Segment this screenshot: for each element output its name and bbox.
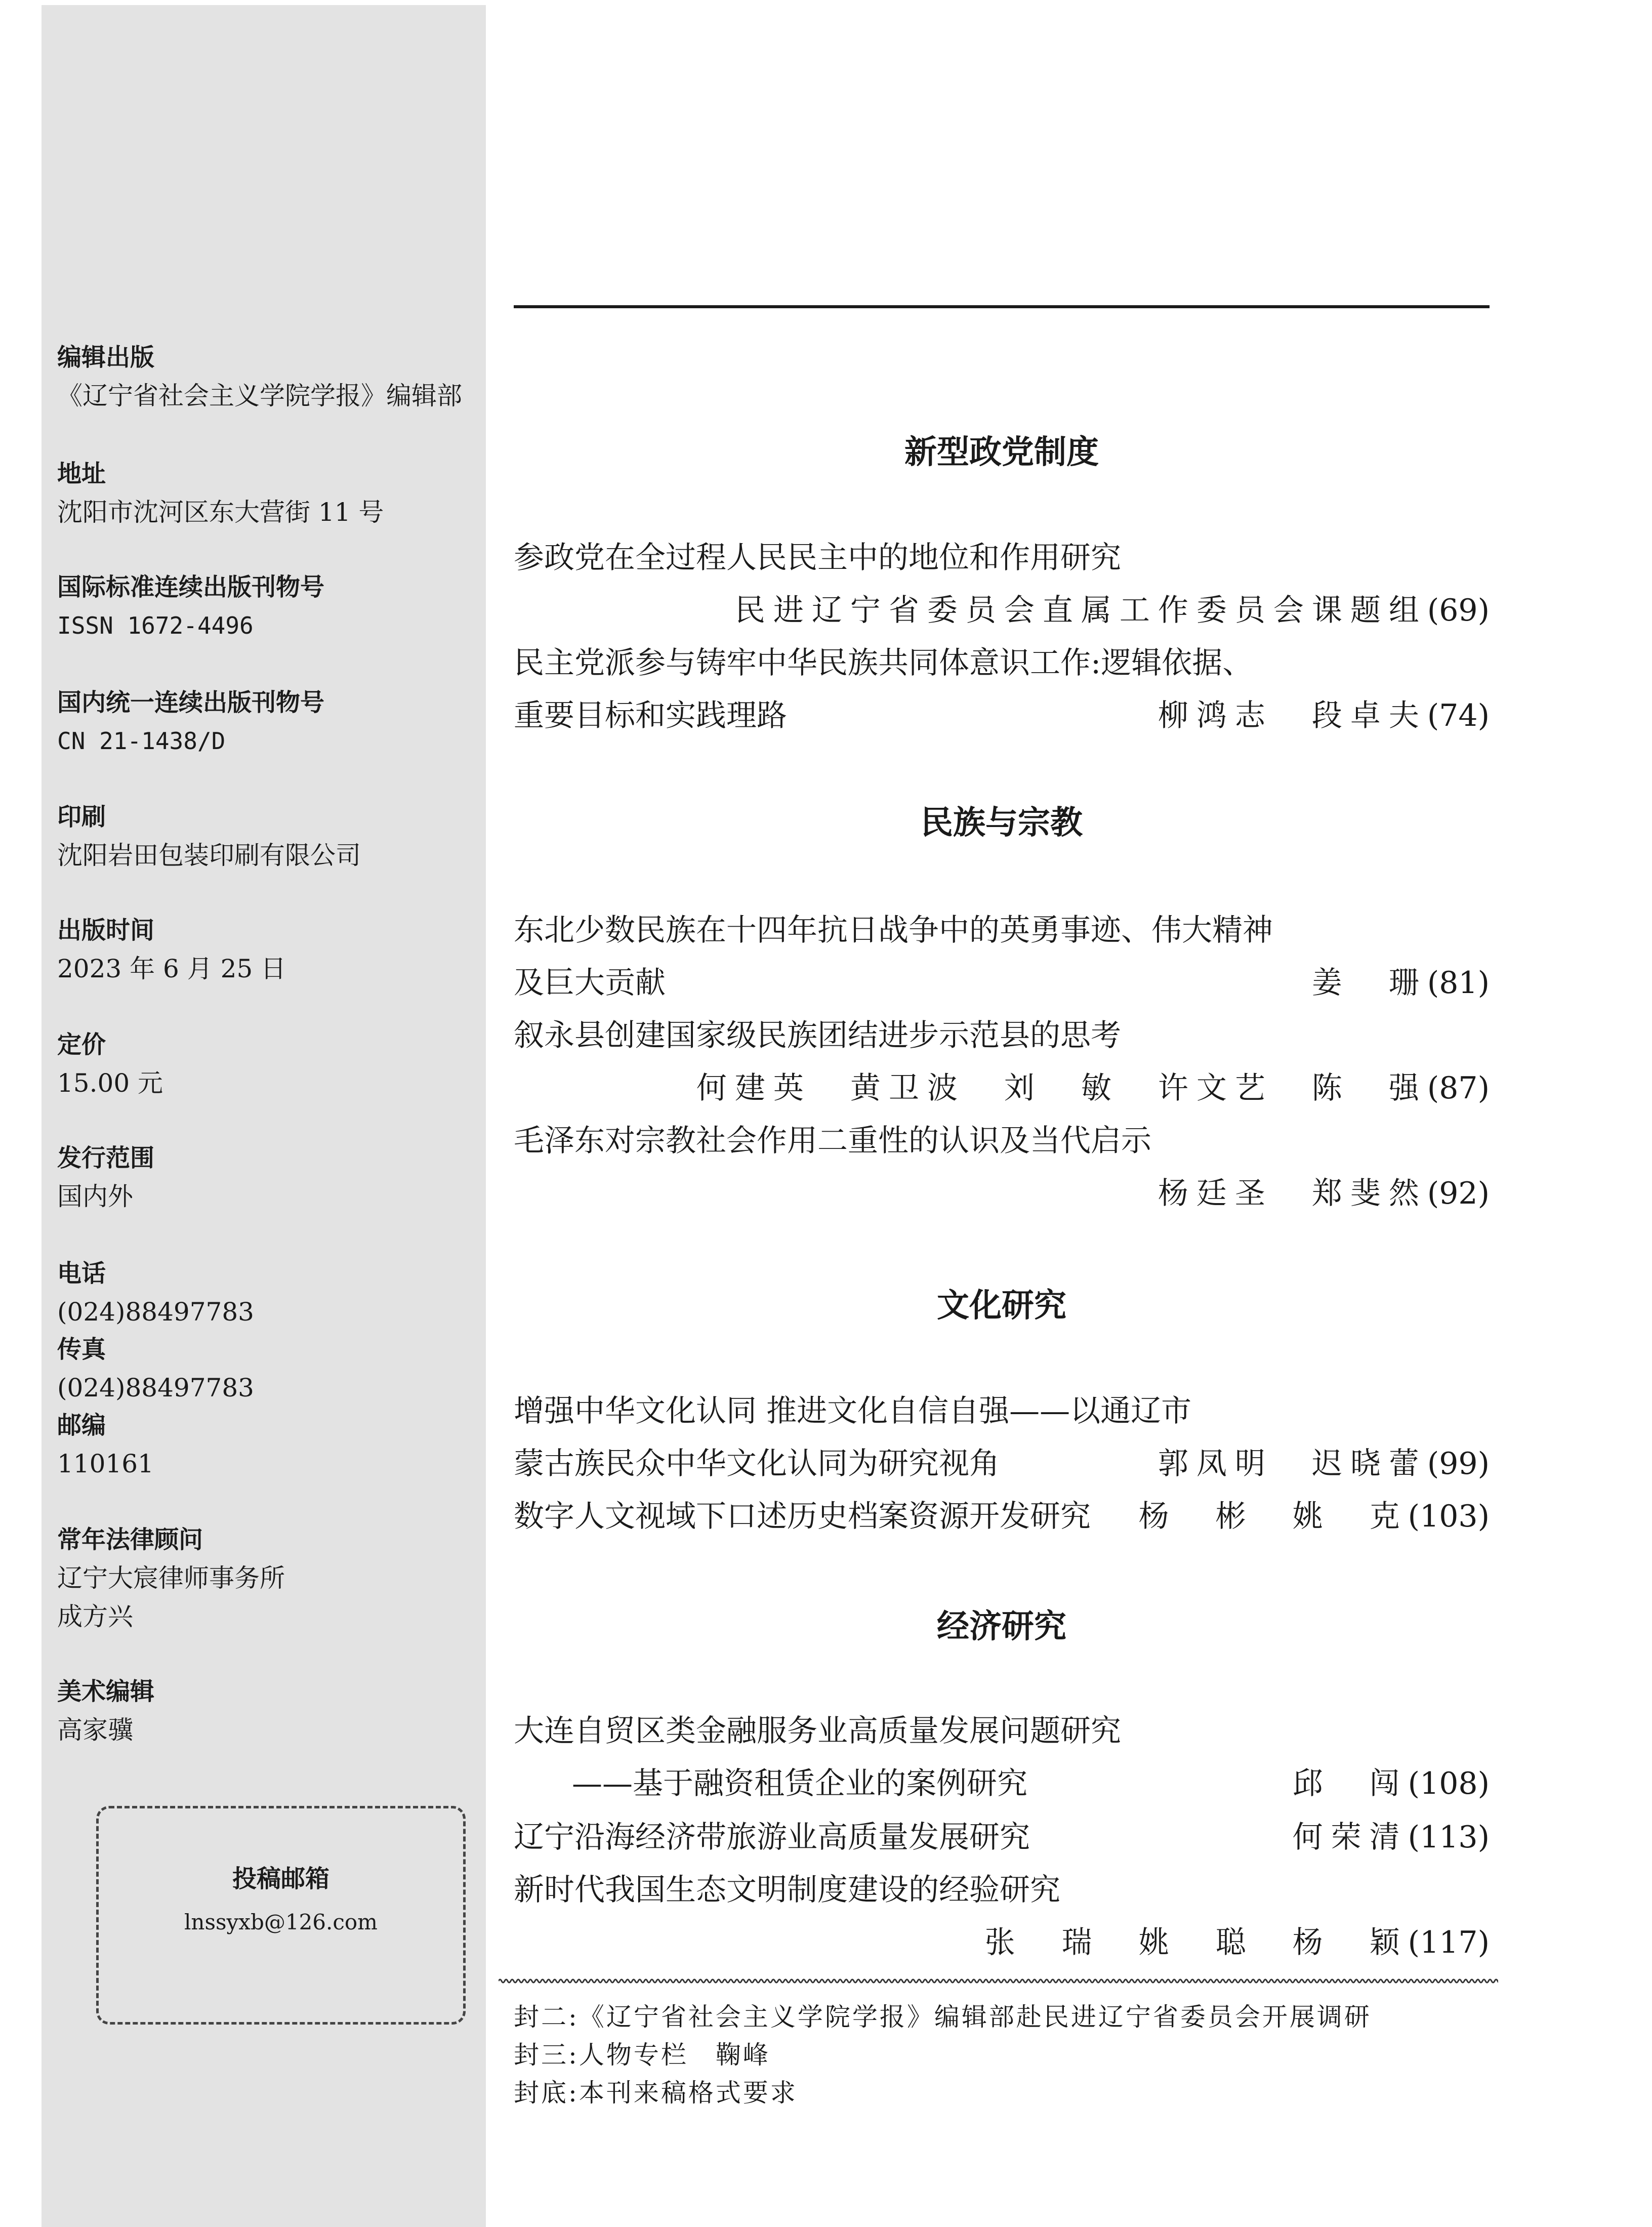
article-title: 新时代我国生态文明制度建设的经验研究	[514, 1872, 1060, 1908]
info-value: 110161	[57, 1449, 154, 1478]
article-title-cont: 及巨大贡献	[514, 965, 666, 1001]
section-title: 新型政党制度	[904, 434, 1099, 471]
article-byline	[1293, 1817, 1490, 1858]
info-label: 国内统一连续出版刊物号	[57, 688, 325, 717]
article-authors: 何建英 黄卫波 刘 敏 许文艺 陈 强	[696, 1070, 1427, 1106]
info-distribution	[57, 1139, 154, 1216]
info-label: 编辑出版	[57, 343, 155, 372]
article-title: 毛泽东对宗教社会作用二重性的认识及当代启示	[514, 1123, 1151, 1159]
info-label: 印刷	[57, 803, 106, 831]
article-authors: 民进辽宁省委员会直属工作委员会课题组	[734, 593, 1427, 628]
info-art-editor	[57, 1672, 154, 1749]
info-value: CN 21-1438/D	[57, 727, 226, 755]
article-title: 叙永县创建国家级民族团结进步示范县的思考	[514, 1018, 1121, 1053]
info-value: 《辽宁省社会主义学院学报》编辑部	[57, 381, 462, 410]
article-byline	[1158, 1173, 1490, 1214]
cover-note: 封底:本刊来稿格式要求	[514, 2078, 798, 2108]
article-byline	[1293, 1763, 1490, 1804]
article-page: (92)	[1427, 1176, 1490, 1211]
article-byline	[735, 590, 1490, 631]
article-byline	[1158, 695, 1490, 736]
article-title: 大连自贸区类金融服务业高质量发展问题研究	[514, 1713, 1121, 1749]
info-label: 常年法律顾问	[57, 1525, 203, 1554]
article-page: (81)	[1427, 965, 1490, 1001]
article-title-cont: 重要目标和实践理路	[514, 698, 787, 733]
info-label: 美术编辑	[57, 1677, 155, 1706]
article-title: 数字人文视域下口述历史档案资源开发研究	[514, 1499, 1091, 1534]
info-issn	[57, 568, 324, 645]
article-page: (99)	[1427, 1446, 1490, 1481]
article-page: (87)	[1427, 1070, 1490, 1106]
info-editor-publisher	[57, 338, 462, 415]
info-value: ISSN 1672-4496	[57, 612, 254, 639]
info-cn	[57, 683, 324, 760]
info-value: 成方兴	[57, 1602, 133, 1631]
cover-note: 封三:人物专栏 鞠峰	[514, 2040, 770, 2070]
section-title: 经济研究	[937, 1608, 1066, 1645]
article-authors: 邱 闯	[1292, 1766, 1408, 1801]
info-value: (024)88497783	[57, 1297, 254, 1327]
section-title: 文化研究	[937, 1287, 1066, 1325]
article-page: (108)	[1408, 1766, 1490, 1801]
info-label: 发行范围	[57, 1144, 155, 1172]
submission-mailbox-box	[96, 1806, 466, 2025]
info-label: 地址	[57, 460, 106, 488]
info-postcode	[57, 1406, 154, 1483]
article-title-cont: 蒙古族民众中华文化认同为研究视角	[514, 1446, 1000, 1481]
info-value: 2023 年 6 月 25 日	[57, 954, 286, 983]
wavy-divider	[499, 1976, 1498, 1986]
article-title: 辽宁沿海经济带旅游业高质量发展研究	[514, 1820, 1030, 1855]
mailbox-title: 投稿邮箱	[232, 1865, 329, 1893]
article-authors: 张 瑞 姚 聪 杨 颖	[984, 1925, 1408, 1960]
info-value: (024)88497783	[57, 1373, 254, 1403]
info-legal-counsel	[57, 1520, 285, 1636]
section-title: 民族与宗教	[921, 804, 1083, 842]
info-label: 传真	[57, 1335, 106, 1364]
info-value: 15.00 元	[57, 1068, 163, 1098]
info-label: 电话	[57, 1259, 106, 1288]
article-page: (113)	[1408, 1820, 1490, 1855]
article-page: (117)	[1408, 1925, 1490, 1960]
article-byline	[1312, 963, 1490, 1003]
info-phone	[57, 1254, 254, 1331]
info-value: 辽宁大宸律师事务所	[57, 1563, 285, 1593]
info-value: 国内外	[57, 1182, 133, 1211]
info-label: 邮编	[57, 1411, 106, 1439]
info-value: 沈阳岩田包装印刷有限公司	[57, 841, 361, 870]
cover-note: 封二:《辽宁省社会主义学院学报》编辑部赴民进辽宁省委员会开展调研	[514, 2002, 1372, 2032]
info-address	[57, 455, 384, 531]
header-rule	[514, 305, 1490, 308]
article-byline	[1139, 1496, 1490, 1537]
article-authors: 郭凤明 迟晓蕾	[1158, 1446, 1427, 1481]
article-authors: 杨 彬 姚 克	[1138, 1499, 1408, 1534]
info-label: 国际标准连续出版刊物号	[57, 573, 325, 601]
mailbox-email: lnssyxb@126.com	[184, 1910, 378, 1934]
info-price	[57, 1025, 163, 1102]
article-title: 东北少数民族在十四年抗日战争中的英勇事迹、伟大精神	[514, 913, 1273, 948]
article-authors: 何荣清	[1292, 1820, 1408, 1855]
article-authors: 姜 珊	[1311, 965, 1427, 1001]
article-byline	[1158, 1444, 1490, 1484]
article-byline	[696, 1068, 1490, 1108]
info-printer	[57, 798, 361, 875]
info-publish-date	[57, 911, 286, 988]
info-label: 定价	[57, 1030, 106, 1059]
article-title: 参政党在全过程人民民主中的地位和作用研究	[514, 540, 1121, 575]
article-authors: 杨廷圣 郑斐然	[1158, 1176, 1427, 1211]
info-value: 高家骥	[57, 1715, 133, 1745]
info-value: 沈阳市沈河区东大营街 11 号	[57, 498, 384, 527]
article-page: (103)	[1408, 1499, 1490, 1534]
article-page: (74)	[1427, 698, 1490, 733]
article-authors: 柳鸿志 段卓夫	[1158, 698, 1427, 733]
article-page: (69)	[1427, 593, 1490, 628]
info-fax	[57, 1330, 254, 1407]
article-subtitle: ——基于融资租赁企业的案例研究	[572, 1766, 1027, 1801]
info-label: 出版时间	[57, 916, 155, 944]
article-byline	[985, 1922, 1490, 1963]
article-title: 增强中华文化认同 推进文化自信自强——以通辽市	[514, 1393, 1192, 1429]
article-title: 民主党派参与铸牢中华民族共同体意识工作:逻辑依据、	[514, 645, 1253, 681]
